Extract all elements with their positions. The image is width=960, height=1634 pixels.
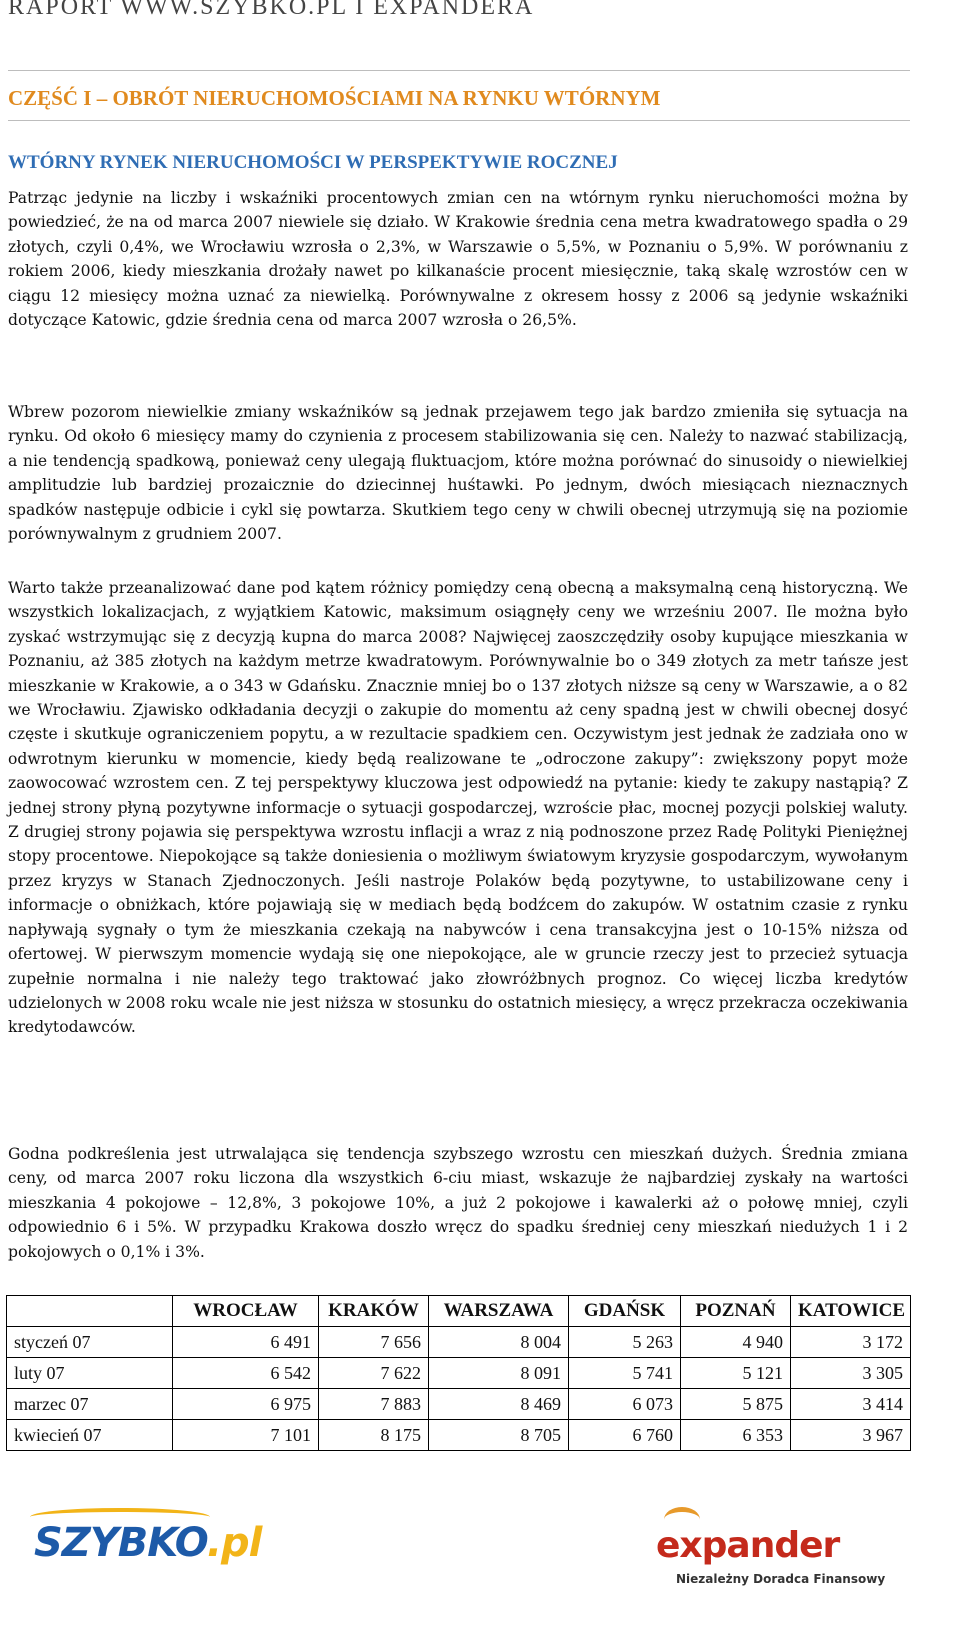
report-header: RAPORT WWW.SZYBKO.PL I EXPANDERA: [8, 0, 535, 20]
table-cell: 5 741: [569, 1358, 681, 1389]
table-cell: 8 469: [429, 1389, 569, 1420]
table-header-row: [7, 1296, 911, 1327]
table-cell: 7 883: [319, 1389, 429, 1420]
price-table-wrapper: [6, 1295, 910, 1451]
table-cell: 8 004: [429, 1327, 569, 1358]
section-divider: [8, 120, 910, 121]
paragraph-4: Godna podkreślenia jest utrwalająca się tendencja szybszego wzrostu cen mieszkań dużych. Średnia zmiana ceny, od marca 2007 roku liczona dla wszystkich 6-ciu miast, wskazuje że najbardziej zyskały na wartości mieszkania 4 pokojowe – 12,8%, 3 pokojowe 10%, a już 2 pokojowe i kawalerki aż o połowę mniej, czyli odpowiednio 6 i 5%. W przypadku Krakowa doszło wręcz do spadku średniej ceny mieszkań niedużych 1 i 2 pokojowych o 0,1% i 3%.: [8, 1145, 908, 1261]
table-cell: 6 073: [569, 1389, 681, 1420]
table-cell: 6 353: [681, 1420, 791, 1451]
column-header: WROCŁAW: [173, 1296, 319, 1327]
table-cell: 6 491: [173, 1327, 319, 1358]
table-row: [7, 1420, 911, 1451]
table-cell: 8 175: [319, 1420, 429, 1451]
row-label: styczeń 07: [7, 1327, 173, 1358]
column-header: KATOWICE: [791, 1296, 911, 1327]
table-cell: 8 705: [429, 1420, 569, 1451]
table-cell: 6 542: [173, 1358, 319, 1389]
section-title: CZĘŚĆ I – OBRÓT NIERUCHOMOŚCIAMI NA RYNKU WTÓRNYM: [8, 86, 661, 110]
column-header: GDAŃSK: [569, 1296, 681, 1327]
table-cell: 5 875: [681, 1389, 791, 1420]
column-header: POZNAŃ: [681, 1296, 791, 1327]
szybko-logo: [34, 1520, 261, 1566]
paragraph-2: Wbrew pozorom niewielkie zmiany wskaźników są jednak przejawem tego jak bardzo zmieniła się sytuacja na rynku. Od około 6 miesięcy mamy do czynienia z procesem stabilizowania się cen. Należy to nazwać stabilizacją, a nie tendencją spadkową, ponieważ ceny ulegają fluktuacjom, które można porównać do sinusoidy o niewielkiej amplitudzie lub bardziej prozaicznie do dziecinnej huśtawki. Po jednym, dwóch miesiącach nieznacznych spadków następuje odbicie i cykl się powtarza. Skutkiem tego ceny w chwili obecnej utrzymują się na poziomie porównywalnym z grudniem 2007.: [8, 403, 908, 544]
table-cell: 6 975: [173, 1389, 319, 1420]
table-cell: 7 656: [319, 1327, 429, 1358]
header-divider: [8, 70, 910, 71]
column-header: [7, 1296, 173, 1327]
expander-logo: expander: [656, 1525, 840, 1566]
szybko-logo-suffix: .pl: [206, 1520, 262, 1566]
table-cell: 3 967: [791, 1420, 911, 1451]
table-cell: 4 940: [681, 1327, 791, 1358]
table-cell: 3 172: [791, 1327, 911, 1358]
section-subtitle: WTÓRNY RYNEK NIERUCHOMOŚCI W PERSPEKTYWIE ROCZNEJ: [8, 152, 618, 173]
table-row: [7, 1327, 911, 1358]
table-row: [7, 1389, 911, 1420]
price-table: [6, 1295, 911, 1451]
expander-tagline: Niezależny Doradca Finansowy: [676, 1572, 886, 1586]
table-cell: 7 101: [173, 1420, 319, 1451]
szybko-logo-main: SZYBKO: [34, 1520, 207, 1566]
column-header: WARSZAWA: [429, 1296, 569, 1327]
table-cell: 8 091: [429, 1358, 569, 1389]
table-cell: 3 414: [791, 1389, 911, 1420]
paragraph-1: Patrząc jedynie na liczby i wskaźniki procentowych zmian cen na wtórnym rynku nieruchomości można by powiedzieć, że na od marca 2007 niewiele się działo. W Krakowie średnia cena metra kwadratowego spadła o 29 złotych, czyli 0,4%, we Wrocławiu wzrosła o 2,3%, w Warszawie o 5,5%, w Poznaniu o 5,9%. W porównaniu z rokiem 2006, kiedy mieszkania drożały nawet po kilkanaście procent miesięcznie, taką skalę wzrostów cen w ciągu 12 miesięcy można uznać za niewielką. Porównywalne z okresem hossy z 2006 są jedynie wskaźniki dotyczące Katowic, gdzie średnia cena od marca 2007 wzrosła o 26,5%.: [8, 189, 908, 330]
row-label: luty 07: [7, 1358, 173, 1389]
table-row: [7, 1358, 911, 1389]
column-header: KRAKÓW: [319, 1296, 429, 1327]
table-cell: 7 622: [319, 1358, 429, 1389]
paragraph-3: Warto także przeanalizować dane pod kątem różnicy pomiędzy ceną obecną a maksymalną ceną historyczną. We wszystkich lokalizacjach, z wyjątkiem Katowic, maksimum osiągnęły ceny we wrześniu 2007. Ile można było zyskać wstrzymując się z decyzją kupna do marca 2008? Najwięcej zaoszczędziły osoby kupujące mieszkania w Poznaniu, aż 385 złotych na każdym metrze kwadratowym. Porównywalnie bo o 349 złotych za metr tańsze jest mieszkanie w Krakowie, a o 343 w Gdańsku. Znacznie mniej bo o 137 złotych niższe są ceny w Warszawie, a o 82 we Wrocławiu. Zjawisko odkładania decyzji o zakupie do momentu aż ceny spadną jest w chwili obecnej dosyć częste i skutkuje ograniczeniem popytu, a w rezultacie spadkiem cen. Oczywistym jest jednak że zadziała ono w odwrotnym kierunku w momencie, kiedy będą realizowane te „odroczone zakupy”: zwiększony popyt może zaowocować wzrostem cen. Z tej perspektywy kluczowa jest odpowiedź na pytanie: kiedy te zakupy nastąpią? Z jednej strony płyną pozytywne informacje o sytuacji gospodarczej, wzroście płac, mocnej pozycji polskiej waluty. Z drugiej strony pojawia się perspektywa wzrostu inflacji a wraz z nią podnoszone przez Radę Polityki Pieniężnej stopy procentowe. Niepokojące są także doniesienia o możliwym światowym kryzysie gospodarczym, wywołanym przez kryzys w Stanach Zjednoczonych. Jeśli nastroje Polaków będą pozytywne, to ustabilizowane ceny i informacje o obniżkach, które pojawiają się w mediach będą bodźcem do zakupów. W ostatnim czasie z rynku napływają sygnały o tym że mieszkania czekają na nabywców i cena transakcyjna jest o 10-15% niższa od ofertowej. W pierwszym momencie wydają się one niepokojące, ale w gruncie rzeczy jest to przecież sytuacja zupełnie normalna i nie należy tego traktować jako złowróżbnych prognoz. Co więcej liczba kredytów udzielonych w 2008 roku wcale nie jest niższa w stosunku do ostatnich miesięcy, a wręcz przekracza oczekiwania kredytodawców.: [8, 579, 908, 1037]
table-cell: 3 305: [791, 1358, 911, 1389]
table-cell: 5 263: [569, 1327, 681, 1358]
row-label: kwiecień 07: [7, 1420, 173, 1451]
row-label: marzec 07: [7, 1389, 173, 1420]
table-cell: 5 121: [681, 1358, 791, 1389]
table-cell: 6 760: [569, 1420, 681, 1451]
